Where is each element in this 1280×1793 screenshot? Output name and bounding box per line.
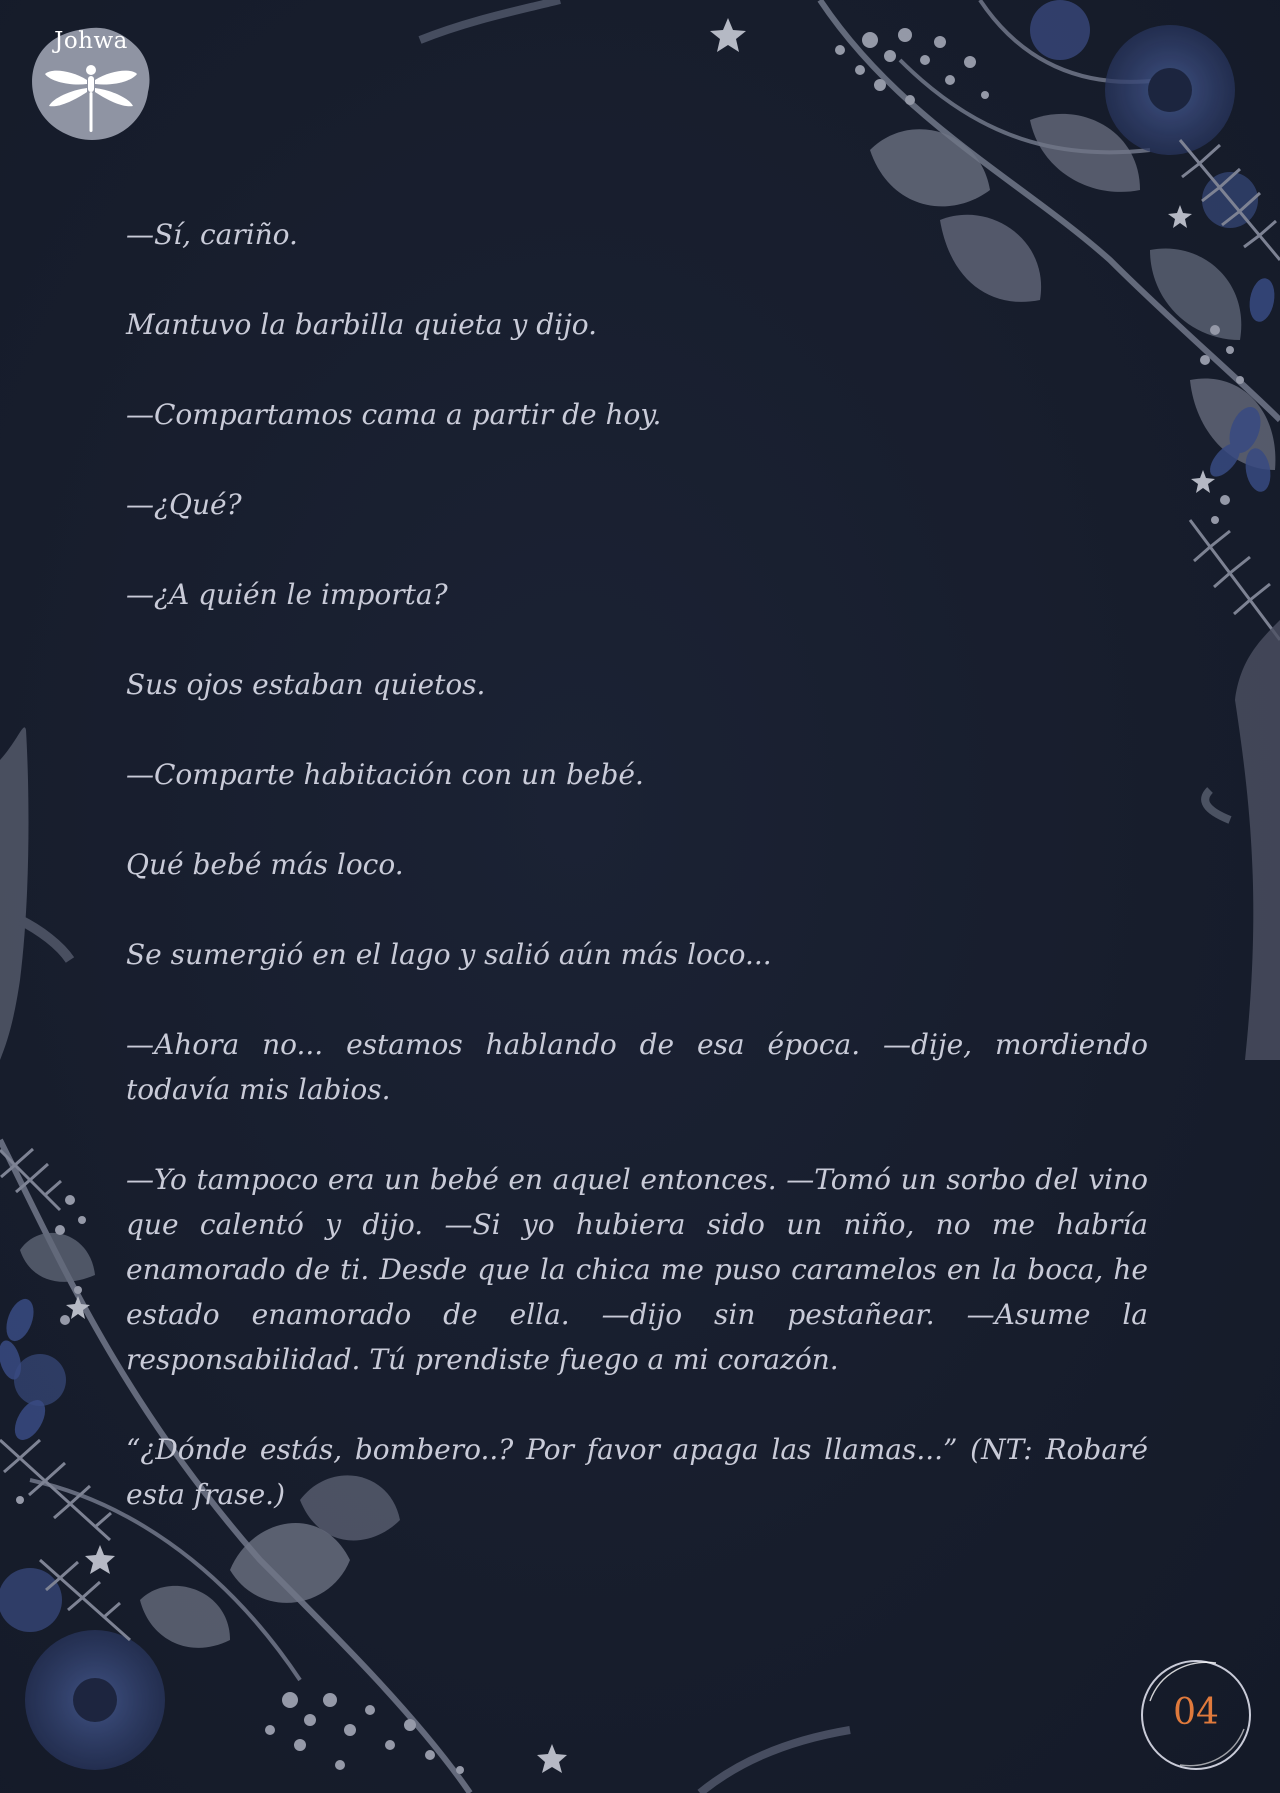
- paragraph: —¿Qué?: [126, 488, 242, 521]
- page-number-badge: [1136, 1655, 1256, 1775]
- paragraph: Qué bebé más loco.: [126, 848, 404, 881]
- paragraph: —¿A quién le importa?: [126, 578, 448, 611]
- logo-text: Johwa: [54, 28, 128, 54]
- paragraph: “¿Dónde estás, bombero..? Por favor apaga las llamas...” (NT: Robaré esta frase.): [126, 1433, 1148, 1511]
- foliage-left-trunk: [0, 727, 70, 1060]
- paragraph: —Compartamos cama a partir de hoy.: [126, 398, 662, 431]
- paragraph: Se sumergió en el lago y salió aún más loco...: [126, 938, 772, 971]
- dragonfly-icon: [41, 60, 141, 136]
- paragraph: —Ahora no... estamos hablando de esa época. —dije, mordiendo todavía mis labios.: [126, 1028, 1148, 1106]
- paragraph: Mantuvo la barbilla quieta y dijo.: [126, 308, 598, 341]
- johwa-logo: [28, 24, 154, 144]
- page-number: 04: [1173, 1692, 1219, 1733]
- paragraph: Sus ojos estaban quietos.: [126, 668, 486, 701]
- chapter-text: [126, 212, 1148, 1562]
- paragraph: —Sí, cariño.: [126, 218, 298, 251]
- paragraph: —Comparte habitación con un bebé.: [126, 758, 644, 791]
- paragraph: —Yo tampoco era un bebé en aquel entonces. —Tomó un sorbo del vino que calentó y dijo. —Si yo hubiera sido un niño, no me habría enamorado de ti. Desde que la chica me puso caramelos en la boca, he estado enamorado de ella. —dijo sin pestañear. —Asume la responsabilidad. Tú prendiste fuego a mi corazón.: [126, 1163, 1148, 1376]
